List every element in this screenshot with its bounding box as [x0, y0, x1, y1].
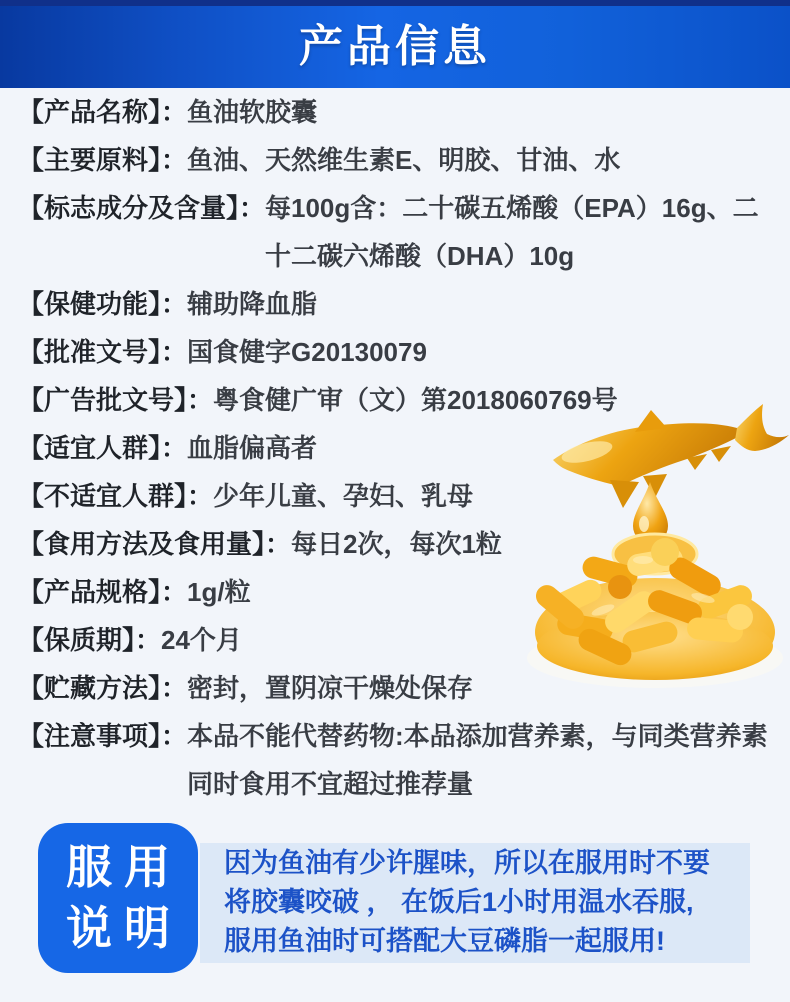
- badge-text-line2: 说明: [66, 902, 182, 954]
- spec-row-product-name: [18, 88, 774, 136]
- spec-row-active-content: [18, 184, 774, 280]
- spec-value: 每100g含：二十碳五烯酸（EPA）16g、二十二碳六烯酸（DHA）10g: [265, 193, 759, 271]
- usage-text-line2: 将胶囊咬破 ， 在饭后1小时用温水吞服,: [224, 887, 694, 917]
- top-divider: [0, 0, 790, 6]
- spec-label: 【批准文号】：: [18, 337, 188, 367]
- spec-label: 【食用方法及食用量】：: [18, 529, 292, 559]
- spec-value: 鱼油、天然维生素E、明胶、甘油、水: [187, 145, 621, 175]
- spec-row-health-function: [18, 280, 774, 328]
- spec-value: 鱼油软胶囊: [187, 97, 318, 127]
- fish-oil-illustration: [515, 402, 790, 690]
- spec-label: 【适宜人群】：: [18, 433, 188, 463]
- spec-value: 少年儿童、孕妇、乳母: [213, 481, 474, 511]
- spec-value: 每日2次，每次1粒: [291, 529, 502, 559]
- badge-text-line1: 服用: [66, 841, 182, 893]
- spec-value: 本品不能代替药物:本品添加营养素，与同类营养素同时食用不宜超过推荐量: [187, 721, 768, 799]
- usage-instructions-badge: [38, 823, 198, 973]
- spec-value: 血脂偏高者: [187, 433, 318, 463]
- spec-row-precautions: [18, 712, 774, 808]
- spec-label: 【产品规格】：: [18, 577, 188, 607]
- spec-value: 国食健字G20130079: [187, 337, 427, 367]
- spec-label: 【保健功能】：: [18, 289, 188, 319]
- page-title: 产品信息: [299, 22, 491, 71]
- usage-text-line1: 因为鱼油有少许腥味，所以在服用时不要: [224, 848, 710, 878]
- usage-instructions-panel: [200, 843, 750, 963]
- spec-label: 【贮藏方法】：: [18, 673, 188, 703]
- spec-label: 【标志成分及含量】：: [18, 193, 266, 223]
- spec-row-ingredients: [18, 136, 774, 184]
- spec-row-approval-number: [18, 328, 774, 376]
- golden-fish-icon: [553, 404, 789, 508]
- spec-value: 24个月: [161, 625, 242, 655]
- spec-label: 【保质期】：: [18, 625, 162, 655]
- section-header: [0, 0, 790, 88]
- capsule-plate-icon: [527, 534, 783, 688]
- spec-value: 密封，置阴凉干燥处保存: [187, 673, 474, 703]
- spec-label: 【产品名称】：: [18, 97, 188, 127]
- spec-label: 【广告批文号】：: [18, 385, 214, 415]
- spec-value: 辅助降血脂: [187, 289, 318, 319]
- spec-value: 1g/粒: [187, 577, 251, 607]
- spec-value: 粤食健广审（文）第2018060769号: [213, 385, 618, 415]
- usage-text-line3: 服用鱼油时可搭配大豆磷脂一起服用!: [224, 926, 665, 956]
- spec-label: 【不适宜人群】：: [18, 481, 214, 511]
- spec-label: 【主要原料】：: [18, 145, 188, 175]
- spec-label: 【注意事项】：: [18, 721, 188, 751]
